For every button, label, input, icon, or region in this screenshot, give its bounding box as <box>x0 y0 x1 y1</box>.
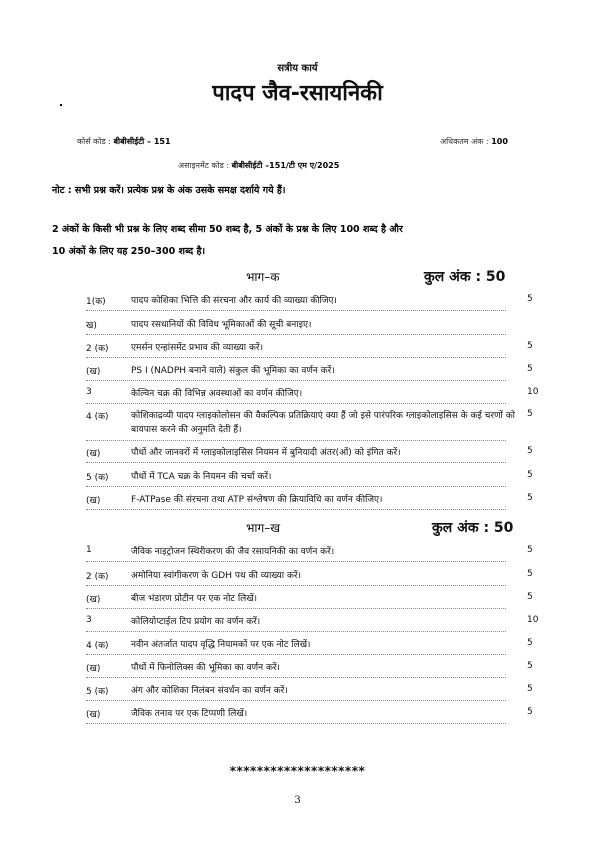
row-divider <box>86 677 506 678</box>
section-b-title: भाग–ख <box>246 521 281 535</box>
question-text: पौधों में TCA चक्र के नियमन की चर्चा करें। <box>131 472 272 482</box>
question-number: 5 (क) <box>86 473 109 483</box>
question-marks: 5 <box>527 341 533 351</box>
page-number: 3 <box>294 795 301 806</box>
max-marks-value: 100 <box>491 137 508 146</box>
question-row <box>0 638 595 660</box>
question-number: (ख) <box>86 367 101 377</box>
question-row <box>0 446 595 468</box>
question-row <box>0 387 595 409</box>
question-row <box>0 493 595 515</box>
question-row <box>0 470 595 492</box>
question-text: नवीन अंतर्जात पादप वृद्धि नियामकों पर एक नोट लिखें। <box>131 640 311 650</box>
row-divider <box>86 380 506 381</box>
question-marks: 5 <box>527 493 533 503</box>
question-row <box>0 615 595 637</box>
row-divider <box>86 440 506 441</box>
word-limit-note-line1: 2 अंकों के किसी भी प्रश्न के लिए शब्द सीमा 50 शब्द है, 5 अंकों के प्रश्न के लिए 100 शब्द है और <box>52 224 403 235</box>
question-text: जैविक नाइट्रोजन स्थिरीकरण की जैव रसायनिकी का वर्णन करें। <box>131 547 335 557</box>
question-row <box>0 294 595 316</box>
question-text: बीज भंडारण प्रोटीन पर एक नोट लिखें। <box>131 594 258 604</box>
section-b-total: कुल अंक : 50 <box>432 520 514 536</box>
course-code <box>77 136 171 147</box>
question-row <box>0 592 595 614</box>
question-text: जैविक तनाव पर एक टिप्पणी लिखें। <box>131 709 248 719</box>
max-marks <box>440 136 508 147</box>
section-a-title: भाग–क <box>246 270 280 284</box>
question-marks: 10 <box>527 387 539 397</box>
page-title: पादप जैव-रसायनिकी <box>212 81 383 106</box>
question-marks: 5 <box>527 707 533 717</box>
row-divider <box>86 631 506 632</box>
word-limit-note-line2: 10 अंकों के लिए यह 250–300 शब्द है। <box>52 246 206 257</box>
question-text: पौधों में फिनोलिक्स की भूमिका का वर्णन करें। <box>131 663 280 673</box>
question-text: पादप कोशिका भित्ति की संरचना और कार्य की व्याख्या कीजिए। <box>131 296 337 306</box>
question-row <box>0 661 595 683</box>
question-row <box>0 364 595 386</box>
question-number: 2 (क) <box>86 572 109 582</box>
row-divider <box>86 700 506 701</box>
question-number: 3 <box>86 615 92 625</box>
question-number: (ख) <box>86 595 101 605</box>
question-text: कोलियोप्टाईल टिप प्रयोग का वर्णन करें। <box>131 617 261 627</box>
row-divider <box>86 357 506 358</box>
question-number: 4 (क) <box>86 412 109 422</box>
question-row <box>0 341 595 363</box>
question-row <box>0 684 595 706</box>
question-text: F-ATPase की संरचना तथा ATP संश्लेषण की क्रियाविधि का वर्णन कीजिए। <box>131 495 383 505</box>
assignment-subtitle: सत्रीय कार्य <box>277 63 318 74</box>
question-marks: 5 <box>527 684 533 694</box>
question-number: 5 (क) <box>86 687 109 697</box>
question-text: PS I (NADPH बनाने वाले) संकुल की भूमिका का वर्णन करें। <box>131 366 335 376</box>
assignment-code <box>178 160 339 171</box>
question-text: केल्विन चक्र की विभिन्न अवस्थाओं का वर्णन कीजिए। <box>131 389 303 399</box>
question-number: 2 (क) <box>86 344 109 354</box>
question-row <box>0 569 595 591</box>
stray-dot <box>60 104 62 106</box>
row-divider <box>86 723 506 724</box>
question-number: (ख) <box>86 449 101 459</box>
question-text: अंग और कोशिका निलंबन संवर्धन का वर्णन करें। <box>131 686 288 696</box>
row-divider <box>86 509 506 510</box>
question-marks: 5 <box>527 446 533 456</box>
question-row <box>0 707 595 729</box>
question-row <box>0 409 595 435</box>
instruction-note: नोट : सभी प्रश्न करें। प्रत्येक प्रश्न के अंक उसके समक्ष दर्शाये गये हैं। <box>52 185 286 196</box>
section-a-total: कुल अंक : 50 <box>424 269 506 285</box>
question-row <box>0 545 595 567</box>
row-divider <box>86 310 506 311</box>
question-marks: 5 <box>527 364 533 374</box>
row-divider <box>86 334 506 335</box>
assignment-code-value: बीबीसीईटी –151/टी एम ए/2025 <box>231 161 340 170</box>
question-marks: 5 <box>527 409 533 419</box>
question-text: कोशिकाद्रव्यी पादप ग्लाइकोलोसन की वैकल्पिक प्रतिक्रियाएं क्या हैं जो इसे पारंपरिक ग्लाइकोलाइसिस के कई चरणों को बायपास करने की अनुमति देती हैं। <box>131 411 515 435</box>
row-divider <box>86 462 506 463</box>
row-divider <box>86 585 506 586</box>
end-stars: ******************** <box>229 764 366 778</box>
question-number: (ख) <box>86 664 101 674</box>
question-number: (ख) <box>86 710 101 720</box>
question-marks: 10 <box>527 615 539 625</box>
course-code-value: बीबीसीईटी – 151 <box>113 137 171 146</box>
row-divider <box>86 561 506 562</box>
question-number: 1 <box>86 545 92 555</box>
question-row <box>0 318 595 340</box>
question-marks: 5 <box>527 470 533 480</box>
question-text: एमर्सन एन्हांसमेंट प्रभाव की व्याख्या करें। <box>131 343 263 353</box>
max-marks-label: अधिकतम अंक : <box>440 137 489 146</box>
question-text: पादप रसधानियों की विविध भूमिकाओं की सूची बनाइए। <box>131 320 312 330</box>
question-number: 1(क) <box>86 297 106 307</box>
question-marks: 5 <box>527 294 533 304</box>
question-marks: 5 <box>527 545 533 555</box>
row-divider <box>86 403 506 404</box>
question-marks: 5 <box>527 592 533 602</box>
course-code-label: कोर्स कोड : <box>77 137 111 146</box>
question-number: 3 <box>86 387 92 397</box>
question-text: अमोनिया स्वांगीकरण के GDH पथ की व्याख्या करें। <box>131 571 301 581</box>
question-marks: 5 <box>527 638 533 648</box>
assignment-code-label: असाइनमेंट कोड : <box>178 161 230 170</box>
question-marks: 5 <box>527 661 533 671</box>
question-number: 4 (क) <box>86 641 109 651</box>
question-number: (ख) <box>86 496 101 506</box>
row-divider <box>86 654 506 655</box>
row-divider <box>86 486 506 487</box>
question-number: ख) <box>86 321 97 331</box>
question-marks: 5 <box>527 569 533 579</box>
row-divider <box>86 608 506 609</box>
question-text: पौधों और जानवरों में ग्लाइकोलाइसिस नियमन में बुनियादी अंतर(ओं) को इंगित करें। <box>131 448 401 458</box>
